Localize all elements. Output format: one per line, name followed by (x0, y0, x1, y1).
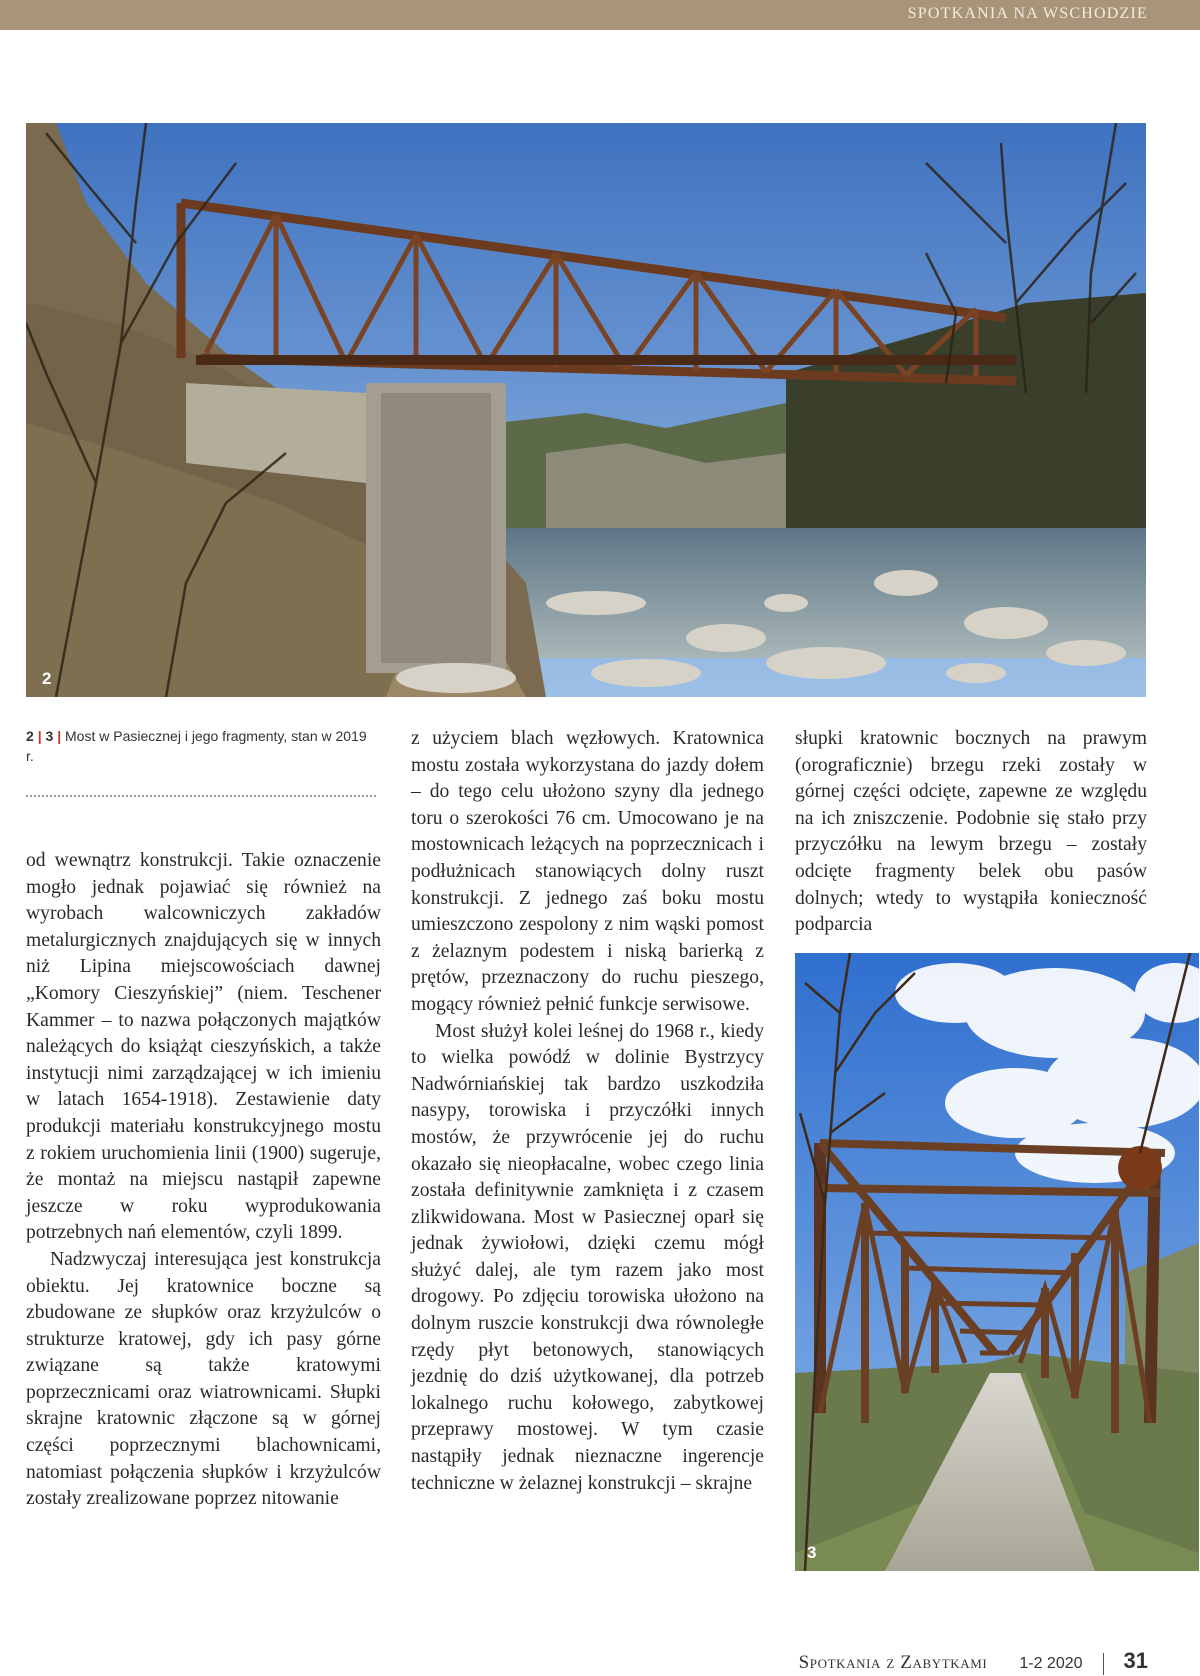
text-column-1 (26, 848, 381, 1513)
caption-number-b: 3 (45, 728, 54, 744)
paragraph: Most służył kolei leśnej do 1968 r., kiedy to wielka powódź w dolinie Bystrzycy Nadwórniańskiej tak bardzo uszkodziła nasypy, torowiska i przyczółki innych mostów, że przywrócenie jej do ruchu okazało się nieopłacalne, wobec czego linia została definitywnie zamknięta i z czasem zlikwidowana. Most w Pasiecznej oparł się jednak żywiołowi, dzięki czemu mógł służyć dalej, ale tym razem jako most drogowy. Po zdjęciu torowiska ułożono na dolnym ruszcie konstrukcji dwa równoległe rzędy płyt betonowych, stanowiących jezdnię do dziś użytkowanej, dla potrzeb lokalnego ruchu kołowego, zabytkowej przeprawy mostowej. W tym czasie nastąpiły jednak nieznaczne ingerencje techniczne w żelaznej konstrukcji – skrajne (411, 1020, 764, 1494)
text-column-3 (795, 726, 1147, 939)
photo-number-2: 2 (42, 669, 52, 688)
caption-divider (26, 795, 376, 797)
caption-number-a: 2 (26, 728, 34, 744)
page-number: 31 (1123, 1648, 1148, 1673)
header-band (0, 0, 1200, 30)
paragraph: słupki kratownic bocznych na prawym (orograficznie) brzegu rzeki zostały w górnej części odcięte, zapewne ze względu na ich zniszczenie. Podobnie się stało przy przyczółku na lewym brzegu – zostały odcięte fragmenty belek obu pasów dolnych; wtedy to wystąpiła konieczność podparcia (795, 728, 1147, 936)
photo-number-3: 3 (807, 1543, 817, 1562)
caption-separator: | (37, 728, 42, 744)
paragraph: Nadzwyczaj interesująca jest konstrukcja obiektu. Jej kratownice boczne są zbudowane ze słupków oraz krzyżulców o strukturze kratowej, gdy ich pasy górne związane są także kratowymi poprzecznicami oraz wiatrownicami. Słupki skrajne kratownic złączone są w górnej części poprzecznymi blachownicami, natomiast połączenia słupków i krzyżulców zostały zrealizowane poprzez nitowanie (26, 1248, 381, 1510)
issue-number: 1-2 2020 (1019, 1655, 1083, 1672)
caption-text: Most w Pasiecznej i jego fragmenty, stan w 2019 r. (26, 728, 367, 764)
text-column-2 (411, 726, 764, 1497)
photo-bridge-side (26, 123, 1146, 697)
photo-caption (26, 726, 378, 766)
paragraph: z użyciem blach węzłowych. Kratownica mostu została wykorzystana do jazdy dołem – do tego celu ułożono szyny dla jednego toru o szerokości 76 cm. Umocowano je na mostownicach leżących na poprzecznicach i podłużnicach stanowiących dolny ruszt konstrukcji. Z jednego zaś boku mostu umieszczono zespolony z nim wąski pomost z żelaznym podestem i niską barierką z prętów, przeznaczony do ruchu pieszego, mogący również pełnić funkcje serwisowe. (411, 728, 764, 1015)
caption-separator: | (57, 728, 62, 744)
page-footer (799, 1648, 1148, 1675)
photo-bridge-deck (795, 953, 1199, 1571)
footer-divider (1103, 1653, 1104, 1675)
running-head: SPOTKANIA NA WSCHODZIE (907, 5, 1148, 22)
paragraph: od wewnątrz konstrukcji. Takie oznaczenie mogło jednak pojawiać się również na wyrobach walcowniczych zakładów metalurgicznych znajdujących się w innych niż Lipina miejscowościach dawnej „Komory Cieszyńskiej” (niem. Teschener Kammer – to nazwa połączonych majątków należących do książąt cieszyńskich, a także instytucji nimi zarządzającej w ich imieniu w latach 1654-1918). Zestawienie daty produkcji materiału konstrukcyjnego mostu z rokiem uruchomienia linii (1900) sugeruje, że montaż na miejscu nastąpił zapewne jeszcze w roku wyprodukowania potrzebnych nań elementów, czyli 1899. (26, 850, 381, 1244)
magazine-title: Spotkania z Zabytkami (798, 1652, 988, 1673)
